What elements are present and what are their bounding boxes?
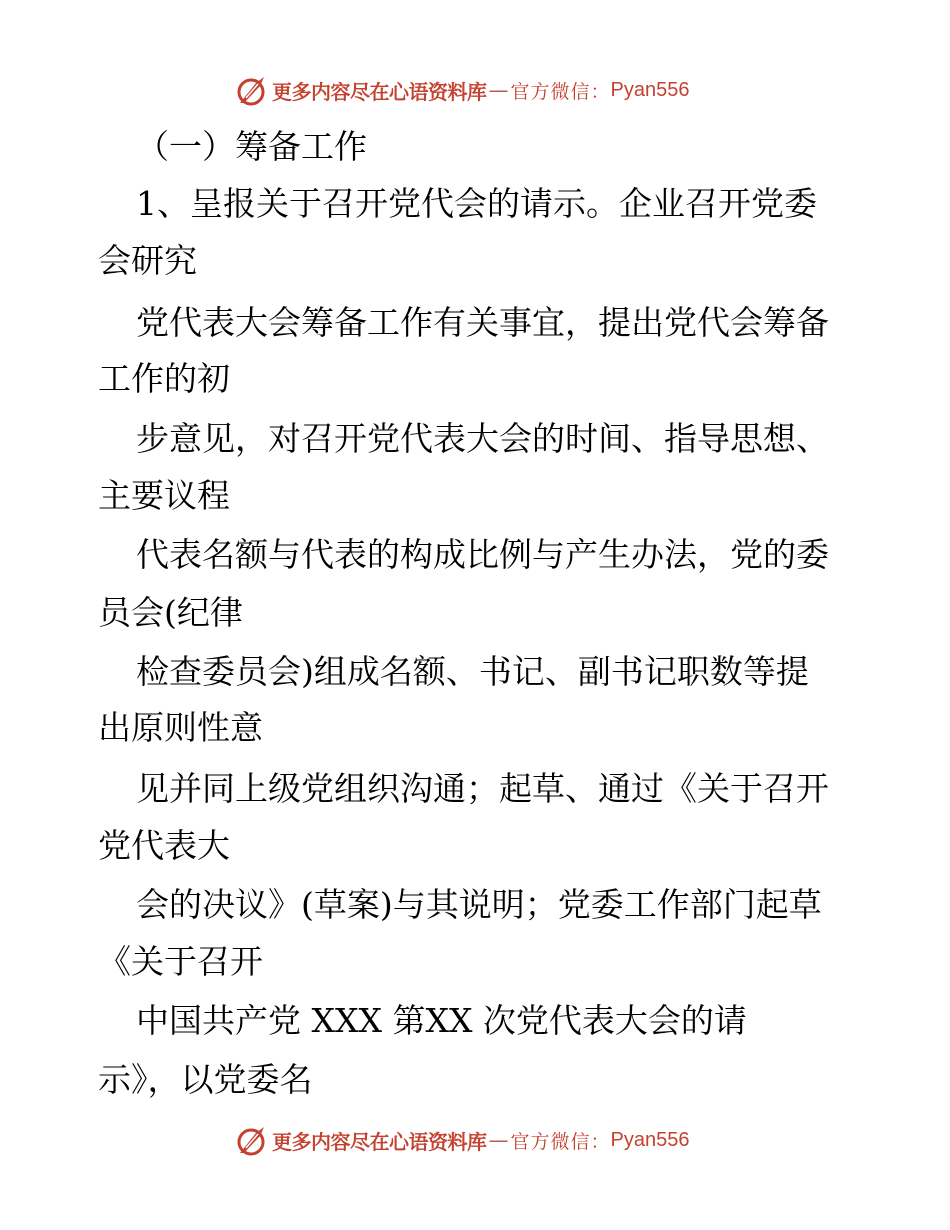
brand-text: 更多内容尽在心语资料库 <box>272 1129 487 1154</box>
text-line: 《关于召开 <box>98 942 263 981</box>
text-line: 1、呈报关于召开党代会的请示。企业召开党委 <box>136 184 817 223</box>
banner-separator: — <box>488 78 509 102</box>
footer-banner[interactable] <box>234 1120 714 1160</box>
quill-pen-logo-icon <box>234 73 268 107</box>
text-line: 会研究 <box>98 241 197 280</box>
text-line: 中国共产党 XXX 第XX 次党代表大会的请 <box>136 1001 747 1040</box>
text-line: 示》，以党委名 <box>98 1060 313 1099</box>
section-heading: （一）筹备工作 <box>136 127 367 166</box>
text-line: 党代表大会筹备工作有关事宜，提出党代会筹备 <box>136 303 829 342</box>
text-line: 步意见，对召开党代表大会的时间、指导思想、 <box>136 419 829 458</box>
text-line: 会的决议》(草案)与其说明；党委工作部门起草 <box>136 885 822 924</box>
text-line: 主要议程 <box>98 476 230 515</box>
text-line: 党代表大 <box>98 826 230 865</box>
text-line: 员会(纪律 <box>98 593 243 632</box>
wechat-id: Pyan556 <box>610 1128 690 1151</box>
text-line: 代表名额与代表的构成比例与产生办法，党的委 <box>136 535 829 574</box>
text-line: 见并同上级党组织沟通；起草、通过《关于召开 <box>136 769 829 808</box>
quill-pen-logo-icon <box>234 1123 268 1157</box>
text-line: 工作的初 <box>98 359 230 398</box>
wechat-label: 官方微信： <box>510 1130 611 1153</box>
text-line: 出原则性意 <box>98 708 263 747</box>
header-banner[interactable] <box>234 70 714 110</box>
wechat-id: Pyan556 <box>610 78 690 101</box>
banner-separator: — <box>488 1128 509 1152</box>
brand-text: 更多内容尽在心语资料库 <box>272 79 487 104</box>
text-line: 检查委员会)组成名额、书记、副书记职数等提 <box>136 652 809 691</box>
wechat-label: 官方微信： <box>510 80 611 103</box>
